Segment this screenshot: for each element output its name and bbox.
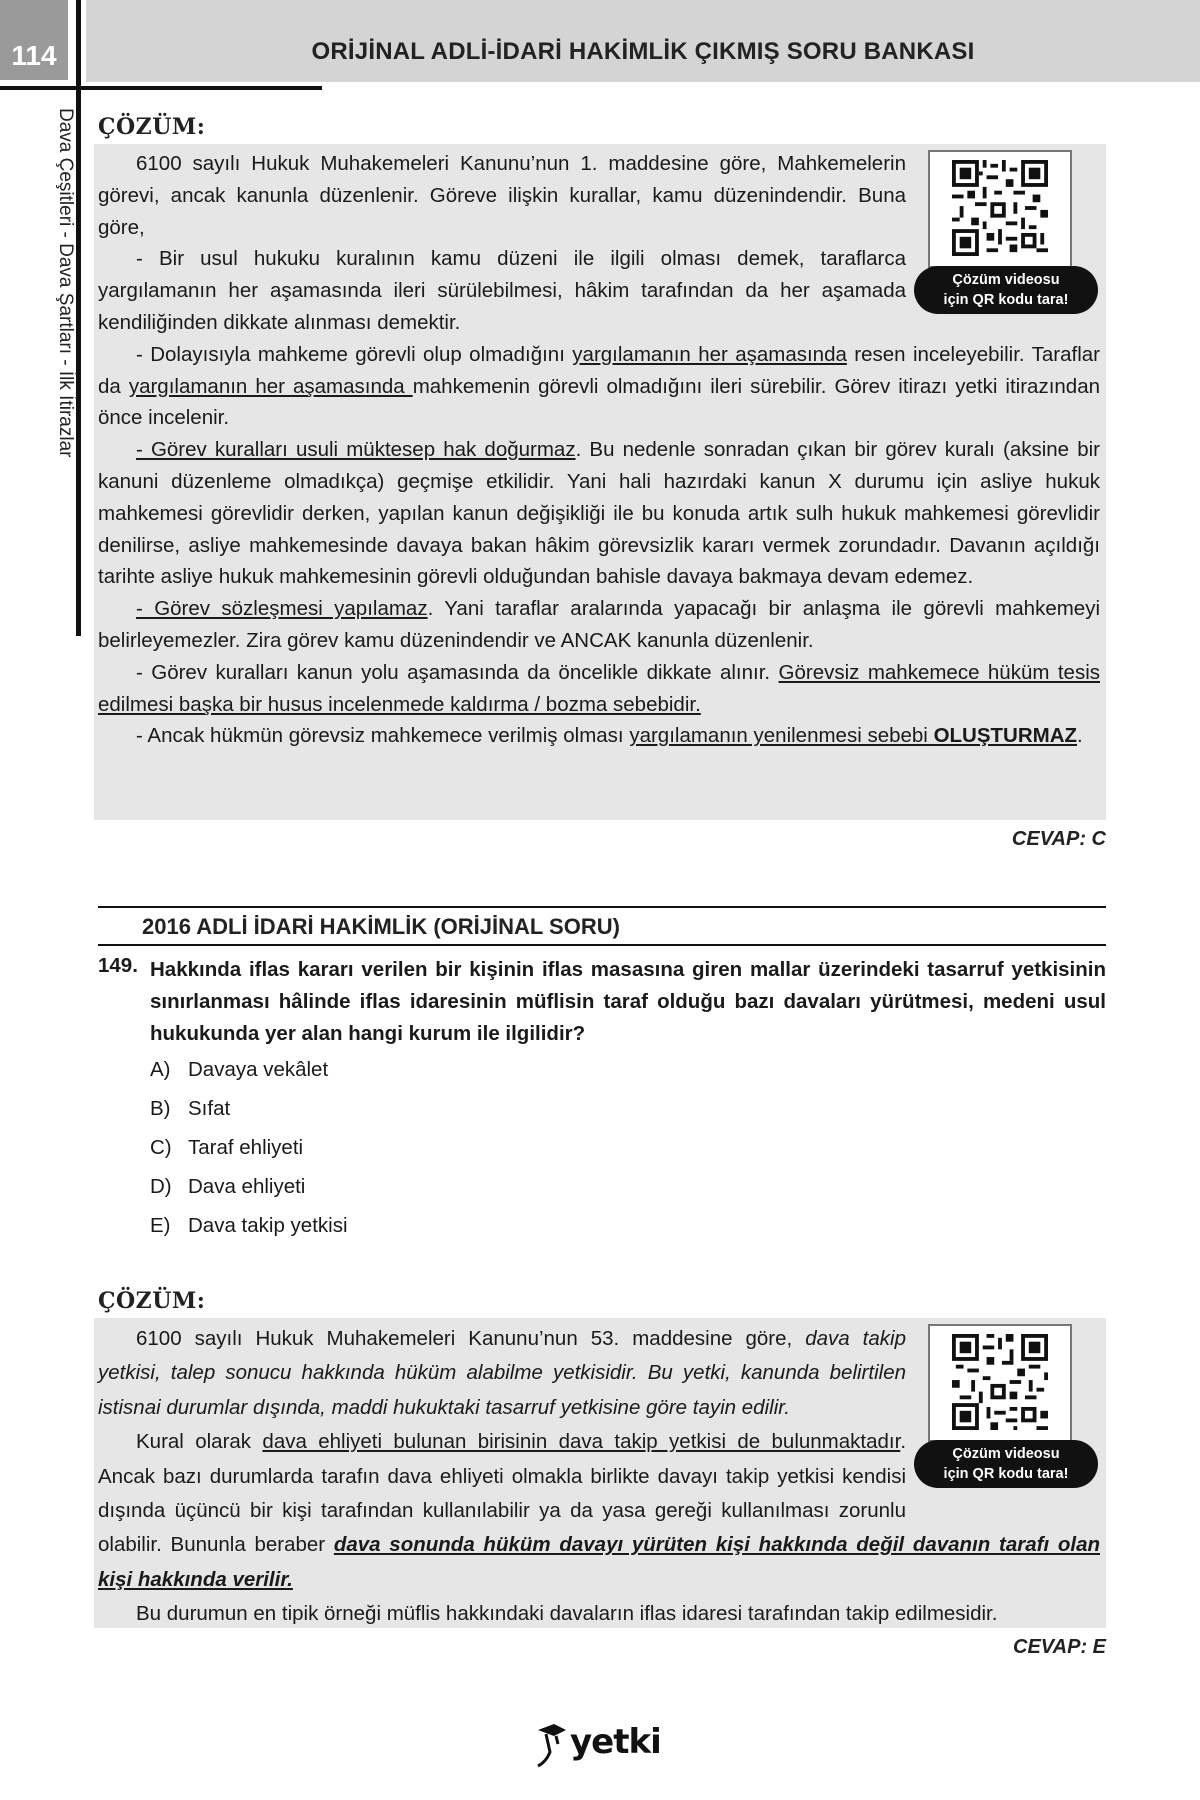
qr-badge[interactable]	[914, 150, 1100, 320]
solution-heading: ÇÖZÜM:	[98, 114, 206, 140]
solution-paragraph: 6100 sayılı Hukuk Muhakemeleri Kanunu’nun 53. maddesine göre, dava takip yetkisi, talep sonucu hakkında hüküm alabilme yetkisidir. Bu yetki, kanunda belirtilen istisnai durumlar dışında, maddi hukuktaki tasarruf yetkisine göre tayin edilir.	[98, 1327, 906, 1419]
qr-code-icon	[952, 1334, 1048, 1430]
header-rule	[0, 86, 322, 90]
solution-paragraph: Bu durumun en tipik örneği müflis hakkındaki davaların iflas idaresi tarafından takip edilmesidir.	[136, 1602, 998, 1626]
qr-caption: Çözüm videosu için QR kodu tara!	[914, 1440, 1098, 1488]
option-c[interactable]: C) Taraf ehliyeti	[150, 1136, 304, 1159]
solution-paragraph: - Bir usul hukuku kuralının kamu düzeni ile ilgili olması demek, taraflarca yargılamanın her aşamasında ileri sürülebilmesi, hâkim tarafından da her aşamada kendiliğinden dikkate alınması demektir.	[98, 247, 906, 334]
qr-caption: Çözüm videosu için QR kodu tara!	[914, 266, 1098, 314]
solution-paragraph: - Görev kuralları usuli müktesep hak doğurmaz. Bu nedenle sonradan çıkan bir görev kuralı (aksine bir kanuni düzenleme olmadıkça) geçmişe etkilidir. Yani hali hazırdaki kanun X durumu için asliye hukuk mahkemesi görevlidir derken, yapılan kanun değişikliği ile bu konuda artık sulh hukuk mahkemesi görevlidir denilirse, asliye mahkemesinde davaya bakan hâkim görevsizlik kararı vermek zorundadır. Davanın açıldığı tarihte asliye hukuk mahkemesinin görevli olduğundan bahisle davaya bakmaya devam edemez.	[98, 438, 1100, 589]
solution-paragraph: - Görev sözleşmesi yapılamaz. Yani taraflar aralarında yapacağı bir anlaşma ile görevli mahkemeyi belirleyemezler. Zira görev kamu düzenindendir ve ANCAK kanunla düzenlenir.	[98, 597, 1100, 652]
option-b[interactable]: B) Sıfat	[150, 1097, 231, 1120]
chapter-side-title: Dava Çeşitleri - Dava Şartları - İlk İtirazlar	[55, 108, 76, 458]
question-text: Hakkında iflas kararı verilen bir kişinin iflas masasına giren mallar üzerindeki tasarruf yetkisinin sınırlanması hâlinde iflas idaresinin müflisin taraf olduğu bazı davaları yürütmesi, medeni usul hukukunda yer alan hangi kurum ile ilgilidir?	[150, 958, 1106, 1045]
option-e[interactable]: E) Dava takip yetkisi	[150, 1214, 348, 1237]
question-bottom-rule	[98, 944, 1106, 946]
qr-code[interactable]	[928, 1324, 1072, 1442]
solution-heading: ÇÖZÜM:	[98, 1288, 206, 1314]
solution-paragraph: - Dolayısıyla mahkeme görevli olup olmadığını yargılamanın her aşamasında resen inceleyebilir. Taraflar da yargılamanın her aşamasında mahkemenin görevli olmadığını ileri sürebilir. Görev itirazı yetki itirazından önce incelenir.	[98, 342, 1101, 430]
side-rule	[76, 0, 81, 636]
page-number: 114	[0, 0, 68, 80]
solution-paragraph: 6100 sayılı Hukuk Muhakemeleri Kanunu’nun 1. maddesine göre, Mahkemelerin görevi, ancak kanunla düzenlenir. Göreve ilişkin kurallar, kamu düzenindendir. Buna göre,	[98, 152, 906, 239]
question-source: 2016 ADLİ İDARİ HAKİMLİK (ORİJİNAL SORU)	[142, 914, 620, 939]
qr-badge[interactable]	[914, 1324, 1100, 1494]
solution-paragraph: - Görev kuralları kanun yolu aşamasında da öncelikle dikkate alınır. Görevsiz mahkemece hüküm tesis edilmesi başka bir husus incelenmede kaldırma / bozma sebebidir.	[98, 660, 1100, 716]
question-top-rule	[98, 906, 1106, 908]
solution-paragraph: Kural olarak dava ehliyeti bulunan birisinin dava takip yetkisi de bulunmaktadır. Ancak bazı durumlarda tarafın dava ehliyeti olmakla birlikte davayı takip yetkisi kendisi dışında üçüncü bir kişi tarafından kullanılabilir ya da yasa gereği kullanılması zorunlu olabilir. Bununla beraber dava sonunda hüküm davayı yürüten kişi hakkında değil davanın tarafı olan kişi hakkında verilir.	[98, 1430, 1100, 1591]
solution-box	[94, 144, 1106, 820]
question-number: 149.	[98, 954, 138, 977]
answer-label: CEVAP: C	[1011, 828, 1106, 850]
book-title: ORİJİNAL ADLİ-İDARİ HAKİMLİK ÇIKMIŞ SORU BANKASI	[311, 38, 975, 65]
qr-code-icon	[952, 160, 1048, 256]
solution-box	[94, 1318, 1106, 1628]
option-a[interactable]: A) Davaya vekâlet	[150, 1058, 329, 1081]
solution-paragraph: - Ancak hükmün görevsiz mahkemece verilmiş olması yargılamanın yenilenmesi sebebi OLUŞTURMAZ.	[136, 724, 1083, 748]
qr-code[interactable]	[928, 150, 1072, 268]
answer-label: CEVAP: E	[1013, 1636, 1106, 1658]
publisher-brand: yetki	[570, 1722, 661, 1762]
option-d[interactable]: D) Dava ehliyeti	[150, 1175, 306, 1198]
